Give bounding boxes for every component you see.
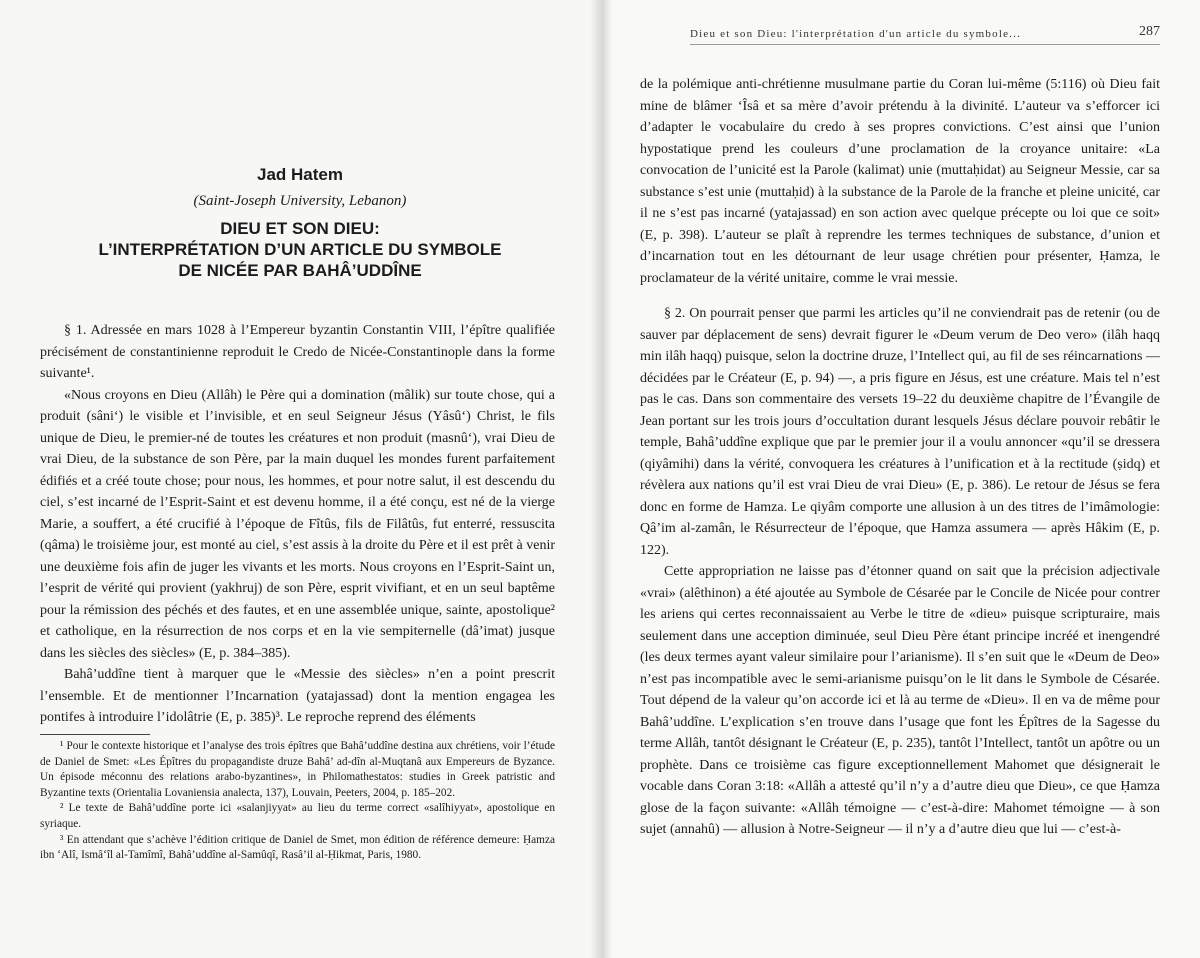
paragraph-credo-quote: «Nous croyons en Dieu (Allâh) le Père qui a domination (mâlik) sur toute chose, qui a produit (sâni‘) le visible et l’invisible, et en seul Seigneur Jésus (Yâsû‘) Christ, le fils unique de Dieu, le premier-né de toutes les créatures et non produit (masnû‘), vrai Dieu de vrai Dieu, de la substance de son Père, par la main duquel les mondes furent parfaitement édifiés et a créé toute chose; pour nous, les hommes, et pour notre salut, il est descendu du ciel, s’est incarné de l’Esprit-Saint et est devenu homme, il a été conçu, est né de la vierge Marie, a souffert, a été crucifié à l’époque de Fîtûs, fils de Filâtûs, fut enterré, ressuscita (qâma) le troisième jour, est monté au ciel, s’est assis à la droite du Père et il est prêt à venir une deuxième fois afin de juger les vivants et les morts. Nous croyons en l’Esprit-Saint un, l’esprit de vérité qui provient (yakhruj) de son Père, esprit vivifiant, et en un seul baptême pour la rémission des péchés et des fautes, et en une assemblée unique, sainte, apostolique² et catholique, en la résurrection de nos corps et en la vie sempiternelle (dâ’imat) jusque dans les siècles des siècles» (E, p. 384–385).: [40, 387, 555, 661]
author-affiliation: (Saint-Joseph University, Lebanon): [193, 193, 407, 209]
footnote-2: ² Le texte de Bahâ’uddîne porte ici «salanjiyyat» au lieu du terme correct «salîhiyyat», apostolique en syriaque.: [40, 802, 555, 830]
paragraph-appropriation: Cette appropriation ne laisse pas d’étonner quand on sait que la précision adjectivale «vrai» (alêthinon) a été ajoutée au Symbole de Césarée par le Concile de Nicée pour contrer les ariens qui certes reconnaissaient au Verbe le titre de «dieu» puisque scripturaire, mais seulement dans une acception diminuée, seul Dieu Père étant principe incréé et inengendré (les deux termes ayant valeur similaire pour l’arianisme). Il s’en suit que le «Deum de Deo» n’est pas incompatible avec le semi-arianisme puisqu’on le lit dans le Symbole de Césarée. Tout dépend de la valeur qu’on accorde ici et là au terme de «Dieu». Il en va de même pour Bahâ’uddîne. L’explication s’en trouve dans l’usage que font les Épîtres de la Sagesse du terme Allâh, tantôt désignant le Créateur (E, p. 235), tantôt l’Intellect, tantôt un apôtre ou un prophète. Dans ce troisième cas figure exceptionnellement Mahomet que désignerait le vocable dans Coran 3:18: «Allâh a attesté qu’il n’y a d’autre dieu que Dieu», ce que Ḥamza glose de la façon suivante: «Allâh témoigne — c’est-à-dire: Mahomet témoigne — à son sujet (annahû) — allusion à Notre-Seigneur — il n’y a d’autre dieu que lui — c’est-à-: [640, 564, 1160, 837]
paragraph-section-1: § 1. Adressée en mars 1028 à l’Empereur byzantin Constantin VIII, l’épître qualifiée précisément de constantinienne reproduit le Credo de Nicée-Constantinople dans la forme suivante¹.: [40, 323, 555, 381]
article-title: [0, 218, 600, 281]
title-line-1: DIEU ET SON DIEU:: [220, 219, 380, 238]
author-name: Jad Hatem: [257, 165, 343, 184]
footnote-divider: [40, 734, 150, 735]
footnote-1: ¹ Pour le contexte historique et l’analyse des trois épîtres que Bahâ’uddîne destina aux chrétiens, voir l’étude de Daniel de Smet: «Les Épîtres du propagandiste druze Bahâ’ ad-dîn al-Muqtanâ aux Empereurs de Byzance. Un épisode méconnu des relations arabo-byzantines», in Philomathestatos: studies in Greek patristic and Byzantine texts (Orientalia Lovaniensia analecta, 137), Louvain, Peeters, 2004, p. 185–202.: [40, 740, 555, 799]
right-body-text: [640, 74, 1160, 841]
title-line-3: DE NICÉE PAR BAHÂ’UDDÎNE: [178, 261, 422, 280]
footnote-3: ³ En attendant que s’achève l’édition critique de Daniel de Smet, mon édition de référence demeure: Ḥamza ibn ‘Alî, Ismâ‘îl al-Tamîmî, Bahâ’uddîne al-Samûqî, Rasâ’il al-Ḥikmat, Paris, 1980.: [40, 833, 555, 862]
paragraph-section-2: § 2. On pourrait penser que parmi les articles qu’il ne conviendrait pas de retenir (ou de sauver par déplacement de sens) devrait figurer le «Deum verum de Deo vero» (ilâh haqq min ilâh haqq) puisque, selon la doctrine druze, l’Intellect qui, au fil de ses réincarnations — décidées par le Créateur (E, p. 94) —, a pris figure en Jésus, est une créature. Mais tel n’est pas le cas. Dans son commentaire des versets 19–22 du deuxième chapitre de l’Évangile de Jean portant sur les trois jours d’occultation durant lesquels Jésus déclare pouvoir rebâtir le temple, Bahâ’uddîne explique que par le premier jour il a voulu annoncer «qu’il se dressera (qiyâmihi) dans la vérité, convoquera les créatures à l’unification et à la rectitude (ṣidq) et révèlera aux nations qu’il est vrai Dieu de vrai Dieu» (E, p. 386). Le retour de Jésus se fera donc en forme de Hamza. Le qiyâm comporte une allusion à un des titres de l’imâmologie: Qâ’im al-zamân, le Résurrecteur de l’époque, que Hamza assumera — après Hâkim (E, p. 122).: [640, 306, 1160, 558]
page-number: 287: [1139, 24, 1160, 39]
running-head: [690, 22, 1160, 45]
book-gutter: [590, 0, 612, 958]
footnotes: [40, 734, 555, 864]
left-body-text: [40, 320, 555, 729]
paragraph-continuation: de la polémique anti-chrétienne musulmane partie du Coran lui-même (5:116) où Dieu fait mine de blâmer ‘Îsâ et sa mère d’avoir prétendu à la divinité. L’auteur va s’efforcer ici d’adapter le vocabulaire du credo à ses propres convictions. C’est ainsi que l’union hypostatique prend les couleurs d’une proclamation de la croyance unitaire: «La convocation de l’unicité est la Parole (kalimat) unie (muttaḥidat) au Seigneur Messie, car sa substance s’est unie (muttaḥid) à la substance de la Parole de la franche et pleine unicité, car il ne s’est pas incarné (yatajassad) en son action avec quelque précepte ou loi que ce soit» (E, p. 398). L’auteur se plaît à reprendre les termes techniques de substance, d’union et d’incarnation tout en les détournant de leur usage chrétien pour présenter, Ḥamza, le proclamateur de la vérité unitaire, comme le vrai messie.: [640, 77, 1160, 286]
running-head-title: Dieu et son Dieu: l'interprétation d'un article du symbole...: [690, 28, 1022, 40]
title-line-2: L’INTERPRÉTATION D’UN ARTICLE DU SYMBOLE: [98, 240, 502, 259]
paragraph-bahauddine: Bahâ’uddîne tient à marquer que le «Messie des siècles» n’en a point prescrit l’ensemble. Et de mentionner l’Incarnation (yatajassad) dont la mention engagea les pontifes à introduire l’idolâtrie (E, p. 385)³. Le reproche reprend des éléments: [40, 667, 555, 725]
